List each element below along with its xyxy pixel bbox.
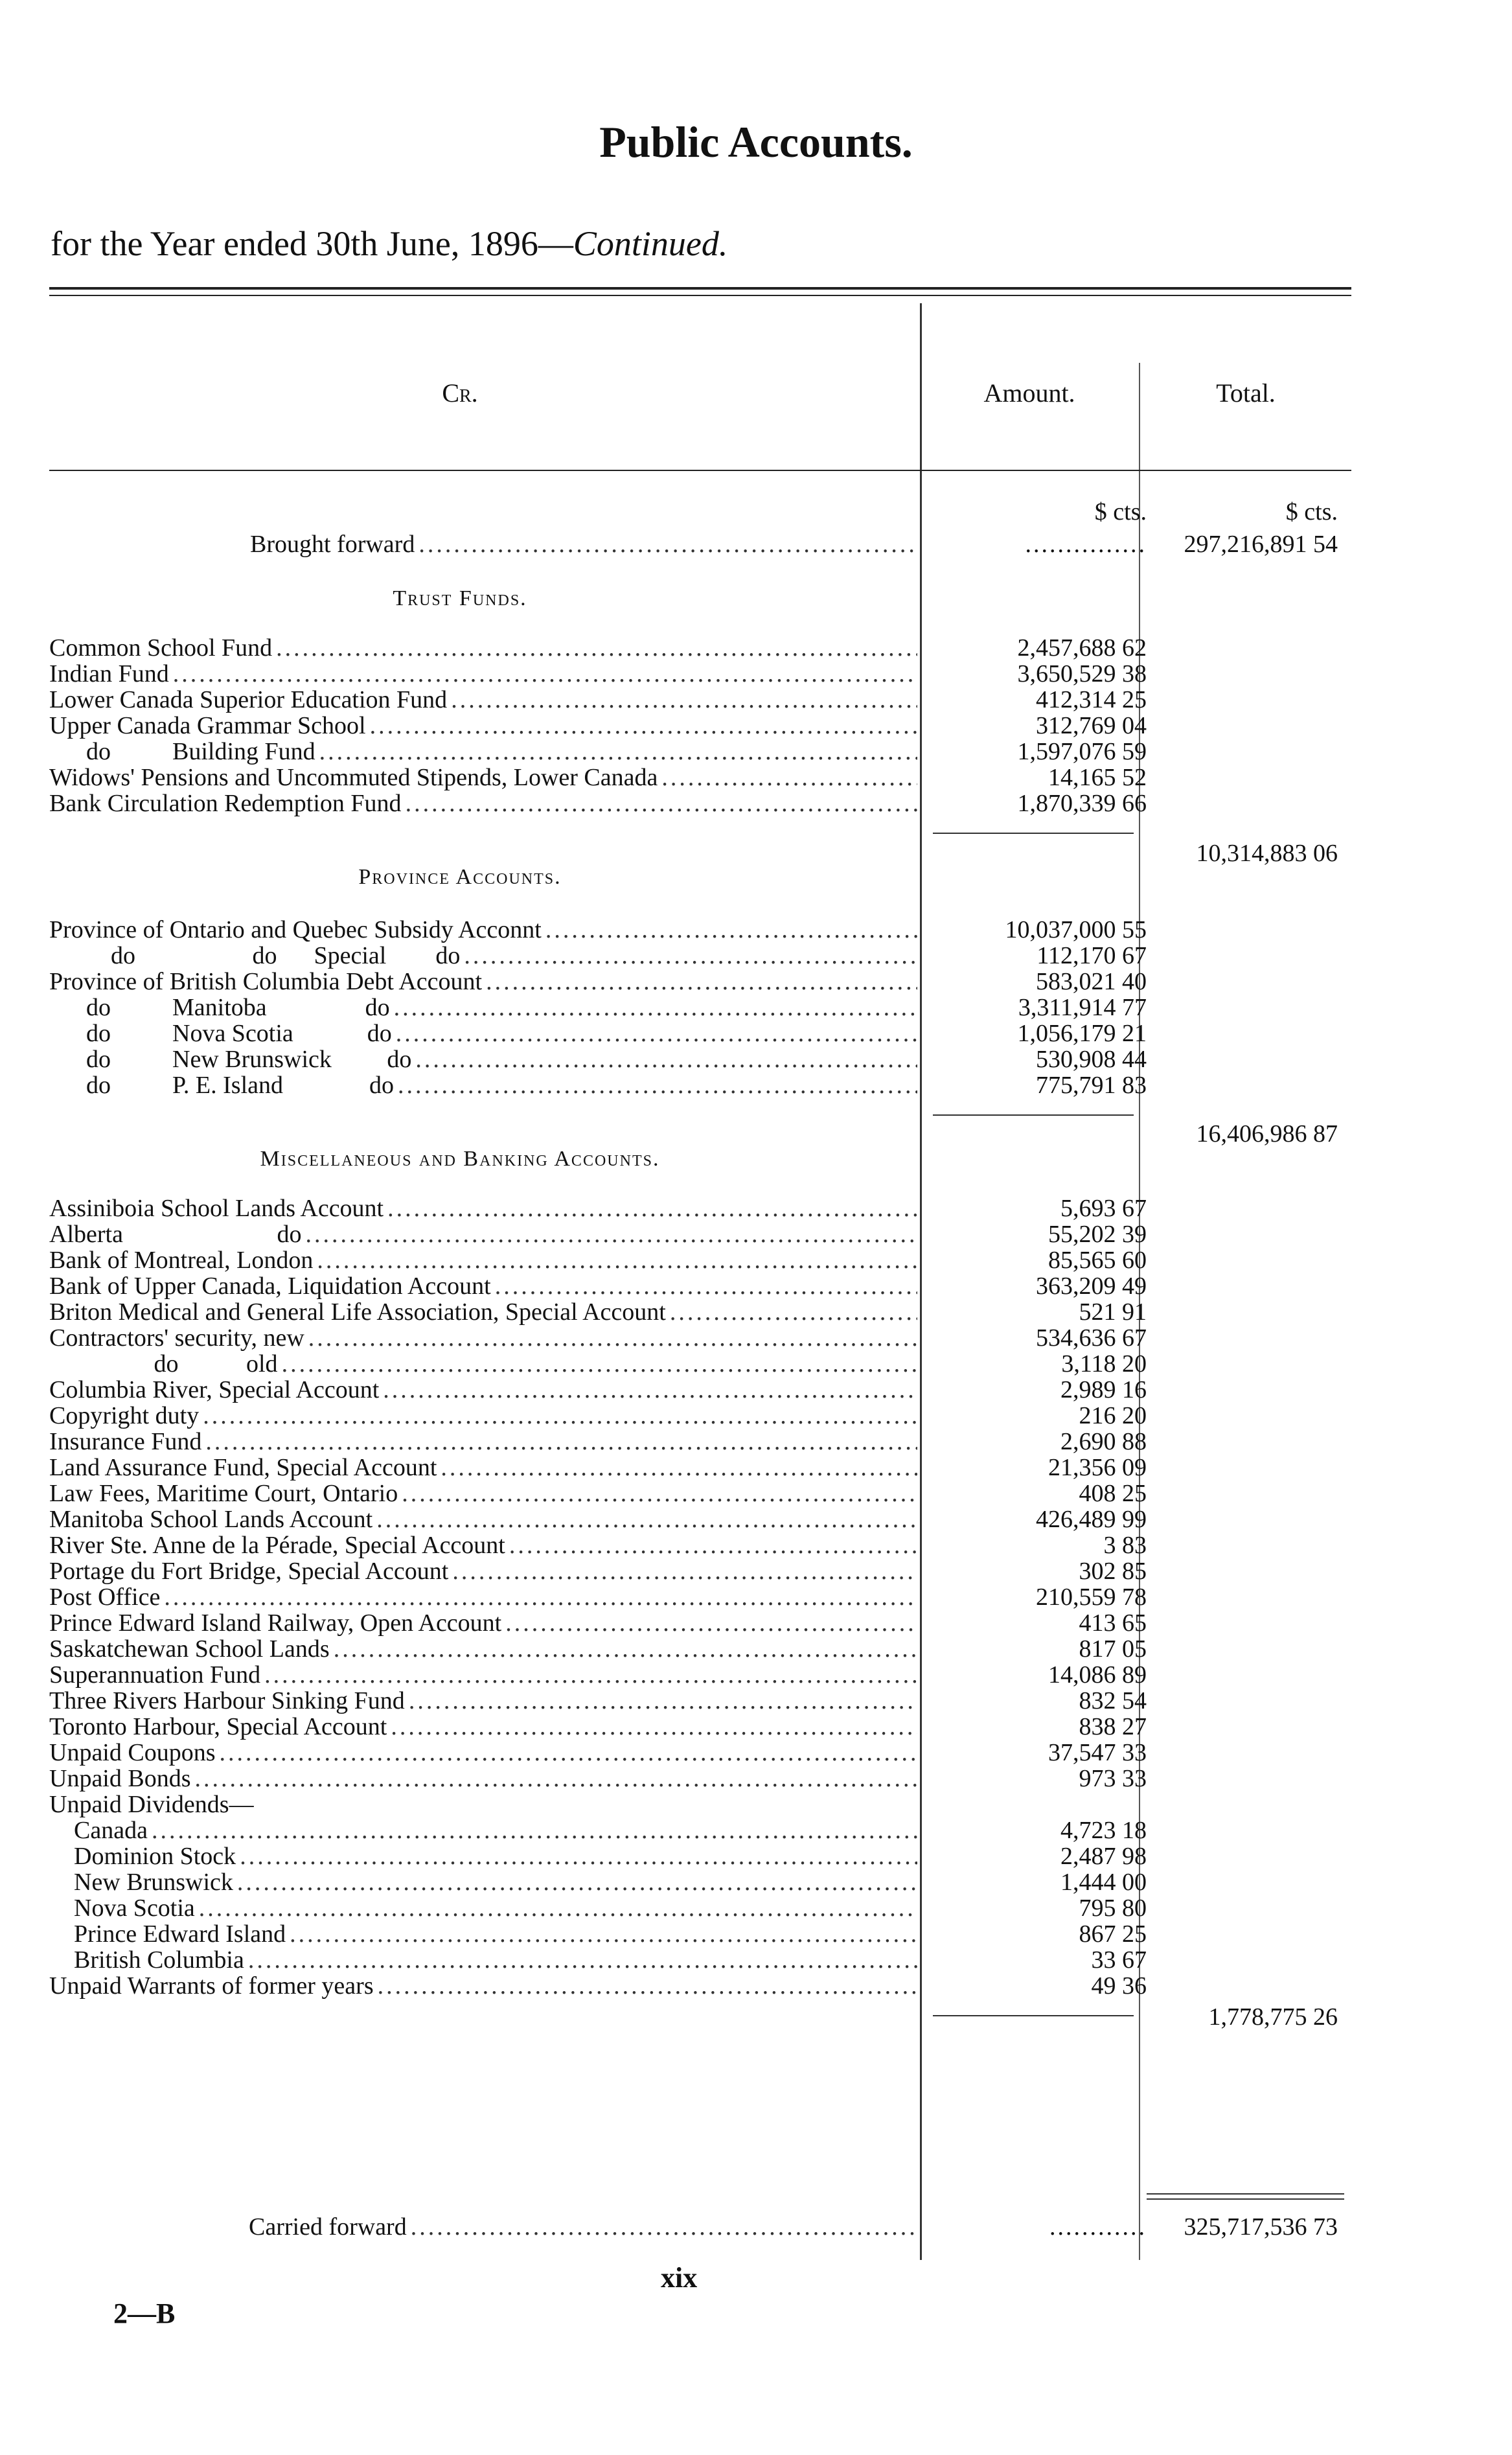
leader-dots [199,1895,917,1921]
leader-dots [411,2214,917,2240]
row-amount: 49 36 [1091,1972,1147,2000]
table-row [49,1895,917,1921]
table-row [49,969,917,995]
row-label: Manitoba School Lands Account [49,1506,373,1533]
row-label: Dominion Stock [49,1843,236,1870]
row-amount: 112,170 67 [1037,942,1147,969]
row-amount: 583,021 40 [1036,968,1147,995]
table-row [49,995,917,1020]
leader-dots [195,1766,918,1792]
table-row [49,713,917,739]
table-row [49,1792,917,1817]
amount-units: $ cts. [1094,498,1147,525]
leader-dots [305,1221,917,1247]
row-amount: 3,118 20 [1061,1350,1147,1377]
row-amount: 10,037,000 55 [1005,916,1147,943]
row-label: Prince Edward Island [49,1920,286,1948]
row-amount: 1,056,179 21 [1017,1020,1147,1047]
row-amount: 1,444 00 [1060,1869,1147,1896]
row-amount: 413 65 [1079,1609,1147,1637]
row-label: Toronto Harbour, Special Account [49,1713,387,1740]
row-amount: 55,202 39 [1048,1221,1147,1248]
top-rule-inner [49,295,1351,296]
table-row [49,1506,917,1532]
row-amount: 775,791 83 [1036,1072,1147,1099]
row-label: do P. E. Island do [49,1072,394,1099]
subtotal-rule [933,2015,1134,2016]
row-amount: 867 25 [1079,1920,1147,1948]
table-row [49,1688,917,1714]
row-amount: 302 85 [1079,1558,1147,1585]
row-amount: 3 83 [1103,1532,1147,1559]
row-label: Common School Fund [49,634,273,662]
final-total-rule [1147,2193,1344,2195]
leader-dots [441,1455,917,1481]
leader-dots [670,1299,917,1325]
row-amount: 3,311,914 77 [1018,994,1147,1021]
leader-dots [334,1636,917,1662]
leader-dots [415,1046,917,1072]
row-label: River Ste. Anne de la Pérade, Special Account [49,1532,505,1559]
table-row [49,1662,917,1688]
row-label: Portage du Fort Bridge, Special Account [49,1558,449,1585]
table-row [49,1221,917,1247]
leader-dots [240,1843,917,1869]
leader-dots [290,1921,917,1947]
section-heading: Miscellaneous and Banking Accounts. [260,1147,660,1171]
row-label: do old [49,1350,278,1377]
table-row [49,1766,917,1792]
table-row [49,1584,917,1610]
leader-dots [370,713,917,739]
leader-dots [264,1662,917,1688]
leader-dots [164,1584,917,1610]
row-label: Indian Fund [49,660,169,687]
leader-dots [452,1558,917,1584]
row-label: Widows' Pensions and Uncommuted Stipends, Lower Canada [49,764,658,791]
row-amount: 2,989 16 [1060,1376,1147,1403]
row-label: Bank of Montreal, London [49,1247,314,1274]
table-row [49,1740,917,1766]
row-amount: 832 54 [1079,1687,1147,1714]
brought-forward-amount: ............... [1025,531,1147,558]
table-row [49,765,917,790]
column-rule-left [920,303,922,2260]
table-row [49,1403,917,1429]
page-number: xix [661,2262,698,2294]
table-row [49,1558,917,1584]
table-row [49,635,917,661]
table-row [49,1817,917,1843]
row-label: Canada [49,1817,148,1844]
top-rule [49,287,1351,290]
table-row [49,1714,917,1740]
table-row [49,1299,917,1325]
table-row [49,687,917,713]
leader-dots [237,1869,917,1895]
table-row [49,1351,917,1377]
leader-dots [152,1817,917,1843]
leader-dots [220,1740,918,1766]
row-label: Saskatchewan School Lands [49,1635,330,1663]
carried-forward-label: Carried forward [249,2213,407,2241]
row-label: Unpaid Dividends— [49,1791,254,1818]
table-row [49,1921,917,1947]
leader-dots [418,531,917,557]
row-amount: 37,547 33 [1048,1739,1147,1766]
table-row [49,1947,917,1973]
row-label: Alberta do [49,1221,302,1248]
section-total: 1,778,775 26 [1208,2003,1338,2031]
subtitle-main: for the Year ended 30th June, 1896— [51,224,573,263]
row-label: Upper Canada Grammar School [49,712,366,739]
leader-dots [495,1273,917,1299]
row-label: do do Special do [49,942,461,969]
leader-dots [276,635,917,661]
row-label: Province of Ontario and Quebec Subsidy Acconnt [49,916,542,943]
table-row [49,739,917,765]
table-row [49,790,917,816]
leader-dots [308,1325,917,1351]
table-row [49,1247,917,1273]
row-amount: 210,559 78 [1036,1584,1147,1611]
table-row [49,1273,917,1299]
total-units: $ cts. [1285,498,1338,525]
table-row [49,1325,917,1351]
leader-dots [378,1973,917,1999]
row-label: Nova Scotia [49,1895,195,1922]
leader-dots [203,1403,917,1429]
leader-dots [402,1481,917,1506]
row-amount: 426,489 99 [1036,1506,1147,1533]
row-amount: 33 67 [1091,1946,1147,1974]
row-label: Bank Circulation Redemption Fund [49,790,402,817]
leader-dots [248,1947,917,1973]
row-amount: 2,487 98 [1060,1843,1147,1870]
section-heading: Province Accounts. [358,865,562,889]
row-amount: 14,165 52 [1048,764,1147,791]
leader-dots [406,790,917,816]
leader-dots [282,1351,917,1377]
row-amount: 408 25 [1079,1480,1147,1507]
row-label: Briton Medical and General Life Association, Special Account [49,1298,666,1326]
leader-dots [205,1429,917,1455]
row-label: Unpaid Bonds [49,1765,191,1792]
table-row [49,1843,917,1869]
leader-dots [509,1532,917,1558]
leader-dots [387,1195,917,1221]
row-amount: 4,723 18 [1060,1817,1147,1844]
header-rule [49,470,1351,471]
row-amount: 838 27 [1079,1713,1147,1740]
leader-dots [383,1377,917,1403]
row-label: Unpaid Warrants of former years [49,1972,374,2000]
table-row [49,943,917,969]
row-amount: 530,908 44 [1036,1046,1147,1073]
table-row [49,1636,917,1662]
row-amount: 2,690 88 [1060,1428,1147,1455]
row-amount: 2,457,688 62 [1017,634,1147,662]
row-amount: 412,314 25 [1036,686,1147,713]
leader-dots [394,995,917,1020]
leader-dots [396,1020,917,1046]
row-label: Superannuation Fund [49,1661,261,1689]
row-label: Columbia River, Special Account [49,1376,380,1403]
row-label: Prince Edward Island Railway, Open Account [49,1609,502,1637]
brought-forward-label: Brought forward [250,531,415,558]
row-label: do Building Fund [49,738,315,765]
row-label: do Manitoba do [49,994,390,1021]
row-amount: 795 80 [1079,1895,1147,1922]
header-amount: Amount. [983,378,1075,408]
leader-dots [486,969,917,995]
table-row [49,661,917,687]
leader-dots [409,1688,917,1714]
row-label: Land Assurance Fund, Special Account [49,1454,437,1481]
page-subtitle [51,224,727,264]
page-title: Public Accounts. [599,117,913,167]
row-amount: 21,356 09 [1048,1454,1147,1481]
table-row [49,1455,917,1481]
table-row [49,1046,917,1072]
brought-forward-total: 297,216,891 54 [1184,531,1338,558]
row-label: Contractors' security, new [49,1324,304,1352]
table-row [49,1869,917,1895]
table-row [49,1020,917,1046]
table-row [49,1610,917,1636]
row-label: New Brunswick [49,1869,233,1896]
leader-dots [505,1610,917,1636]
leader-dots [317,1247,917,1273]
brought-forward-row [49,531,917,557]
row-amount: 817 05 [1079,1635,1147,1663]
leader-dots [376,1506,917,1532]
final-total-rule-2 [1147,2198,1344,2200]
section-heading: Trust Funds. [393,586,527,610]
row-amount: 3,650,529 38 [1017,660,1147,687]
signature-mark: 2—B [113,2298,176,2329]
row-label: do New Brunswick do [49,1046,412,1073]
table-row [49,1429,917,1455]
row-amount: 1,870,339 66 [1017,790,1147,817]
leader-dots [464,943,917,969]
row-amount: 1,597,076 59 [1017,738,1147,765]
leader-dots [451,687,917,713]
table-row [49,1377,917,1403]
subtotal-rule [933,1114,1134,1116]
leader-dots [545,917,917,943]
section-total: 10,314,883 06 [1196,840,1338,867]
row-label: do Nova Scotia do [49,1020,392,1047]
row-amount: 521 91 [1079,1298,1147,1326]
table-row [49,1532,917,1558]
row-amount: 85,565 60 [1048,1247,1147,1274]
carried-forward-row [49,2214,917,2240]
row-label: Post Office [49,1584,161,1611]
subtotal-rule [933,833,1134,834]
row-label: Law Fees, Maritime Court, Ontario [49,1480,398,1507]
leader-dots [391,1714,917,1740]
section-total: 16,406,986 87 [1196,1120,1338,1147]
row-label: Lower Canada Superior Education Fund [49,686,448,713]
carried-forward-total: 325,717,536 73 [1184,2213,1338,2241]
row-amount: 363,209 49 [1036,1273,1147,1300]
leader-dots [319,739,917,765]
leader-dots [173,661,917,687]
table-row [49,1072,917,1098]
subtitle-continued: Continued. [573,224,728,263]
table-row [49,917,917,943]
header-total: Total. [1216,378,1276,408]
leader-dots [398,1072,917,1098]
row-label: Assiniboia School Lands Account [49,1195,384,1222]
row-amount: 14,086 89 [1048,1661,1147,1689]
table-row [49,1481,917,1506]
row-label: Three Rivers Harbour Sinking Fund [49,1687,405,1714]
table-row [49,1973,917,1999]
row-amount: 973 33 [1079,1765,1147,1792]
row-amount: 5,693 67 [1060,1195,1147,1222]
row-label: British Columbia [49,1946,244,1974]
row-label: Bank of Upper Canada, Liquidation Account [49,1273,491,1300]
row-label: Copyright duty [49,1402,200,1429]
leader-dots [661,765,917,790]
table-row [49,1195,917,1221]
row-label: Province of British Columbia Debt Account [49,968,483,995]
header-cr: Cr. [442,378,478,408]
row-amount: 216 20 [1079,1402,1147,1429]
carried-forward-amount: ............ [1049,2213,1147,2241]
row-amount: 534,636 67 [1036,1324,1147,1352]
row-amount: 312,769 04 [1036,712,1147,739]
row-label: Insurance Fund [49,1428,202,1455]
row-label: Unpaid Coupons [49,1739,216,1766]
